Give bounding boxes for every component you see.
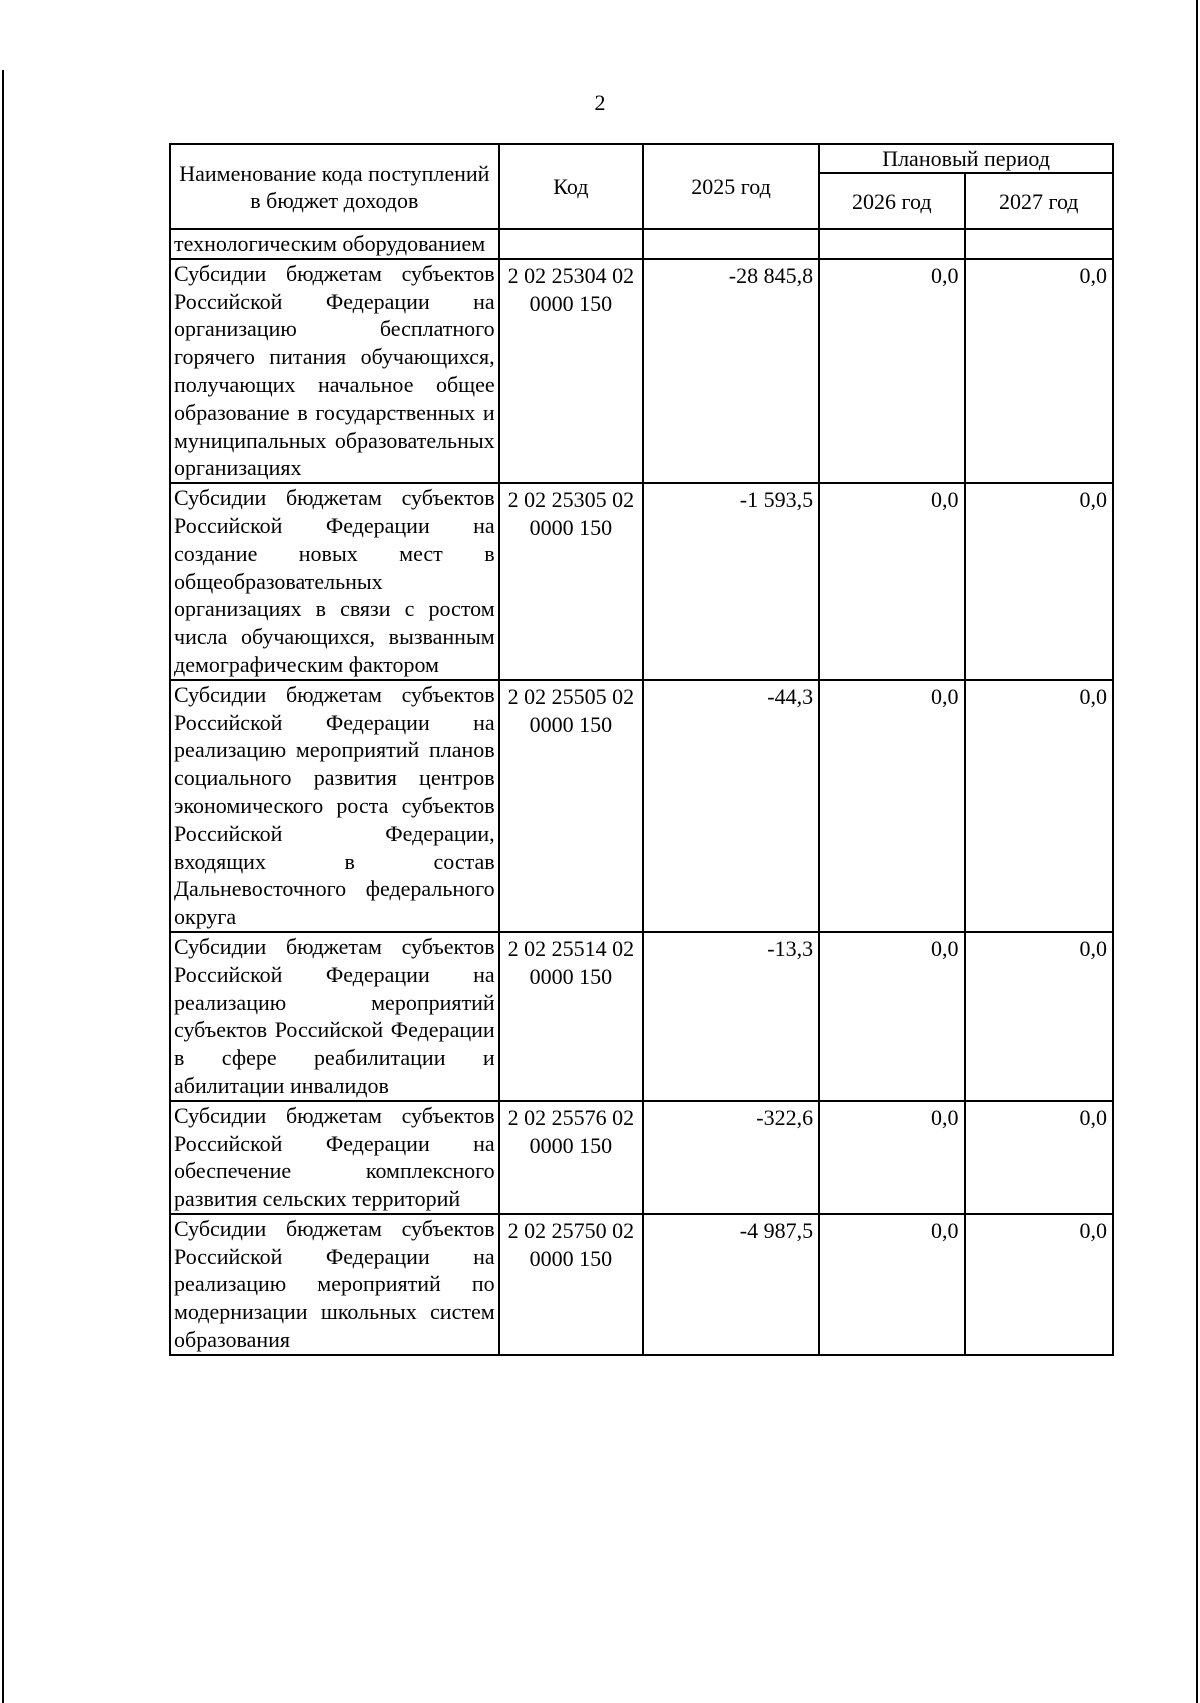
row-2026: 0,0 — [819, 932, 964, 1101]
row-2027: 0,0 — [965, 259, 1114, 483]
row-2025: -44,3 — [643, 680, 819, 932]
row-2026: 0,0 — [819, 483, 964, 680]
row-name: технологическим оборудованием — [170, 229, 499, 259]
row-2027: 0,0 — [965, 483, 1114, 680]
row-2026 — [819, 229, 964, 259]
table-row — [170, 259, 1113, 483]
row-2026: 0,0 — [819, 1101, 964, 1214]
row-2025: -28 845,8 — [643, 259, 819, 483]
row-2027: 0,0 — [965, 1214, 1114, 1355]
row-2027: 0,0 — [965, 932, 1114, 1101]
header-2027: 2027 год — [965, 173, 1114, 229]
row-2025 — [643, 229, 819, 259]
row-2026: 0,0 — [819, 259, 964, 483]
row-code: 2 02 25514 02 0000 150 — [499, 932, 643, 1101]
table-row — [170, 1101, 1113, 1214]
header-planned-period: Плановый период — [819, 144, 1113, 173]
table-row — [170, 932, 1113, 1101]
row-name: Субсидии бюджетам субъектов Российской Федерации на реализацию мероприятий планов социального развития центров экономического роста субъектов Российской Федерации, входящих в состав Дальневосточного федерального округа — [170, 680, 499, 932]
row-2025: -322,6 — [643, 1101, 819, 1214]
row-code: 2 02 25750 02 0000 150 — [499, 1214, 643, 1355]
row-2026: 0,0 — [819, 680, 964, 932]
row-name: Субсидии бюджетам субъектов Российской Федерации на создание новых мест в общеобразовательных организациях в связи с ростом числа обучающихся, вызванным демографическим фактором — [170, 483, 499, 680]
table-row — [170, 483, 1113, 680]
row-name: Субсидии бюджетам субъектов Российской Федерации на реализацию мероприятий по модернизации школьных систем образования — [170, 1214, 499, 1355]
row-code: 2 02 25505 02 0000 150 — [499, 680, 643, 932]
table-row — [170, 1214, 1113, 1355]
row-2027: 0,0 — [965, 680, 1114, 932]
row-2027: 0,0 — [965, 1101, 1114, 1214]
budget-revenue-table — [169, 143, 1114, 1356]
row-2027 — [965, 229, 1114, 259]
row-code: 2 02 25304 02 0000 150 — [499, 259, 643, 483]
row-name: Субсидии бюджетам субъектов Российской Федерации на обеспечение комплексного развития сельских территорий — [170, 1101, 499, 1214]
row-code — [499, 229, 643, 259]
scan-edge-right — [1196, 0, 1198, 1703]
row-name: Субсидии бюджетам субъектов Российской Федерации на организацию бесплатного горячего питания обучающихся, получающих начальное общее образование в государственных и муниципальных образовательных организациях — [170, 259, 499, 483]
row-code: 2 02 25305 02 0000 150 — [499, 483, 643, 680]
header-2025: 2025 год — [643, 144, 819, 229]
row-2026: 0,0 — [819, 1214, 964, 1355]
table-row — [170, 680, 1113, 932]
page-number: 2 — [594, 90, 606, 115]
table-row — [170, 229, 1113, 259]
row-code: 2 02 25576 02 0000 150 — [499, 1101, 643, 1214]
header-code: Код — [499, 144, 643, 229]
row-2025: -13,3 — [643, 932, 819, 1101]
header-name: Наименование кода поступлений в бюджет доходов — [170, 144, 499, 229]
header-2026: 2026 год — [819, 173, 964, 229]
scan-edge-left — [2, 70, 4, 1703]
row-name: Субсидии бюджетам субъектов Российской Федерации на реализацию мероприятий субъектов Российской Федерации в сфере реабилитации и абилитации инвалидов — [170, 932, 499, 1101]
row-2025: -4 987,5 — [643, 1214, 819, 1355]
row-2025: -1 593,5 — [643, 483, 819, 680]
